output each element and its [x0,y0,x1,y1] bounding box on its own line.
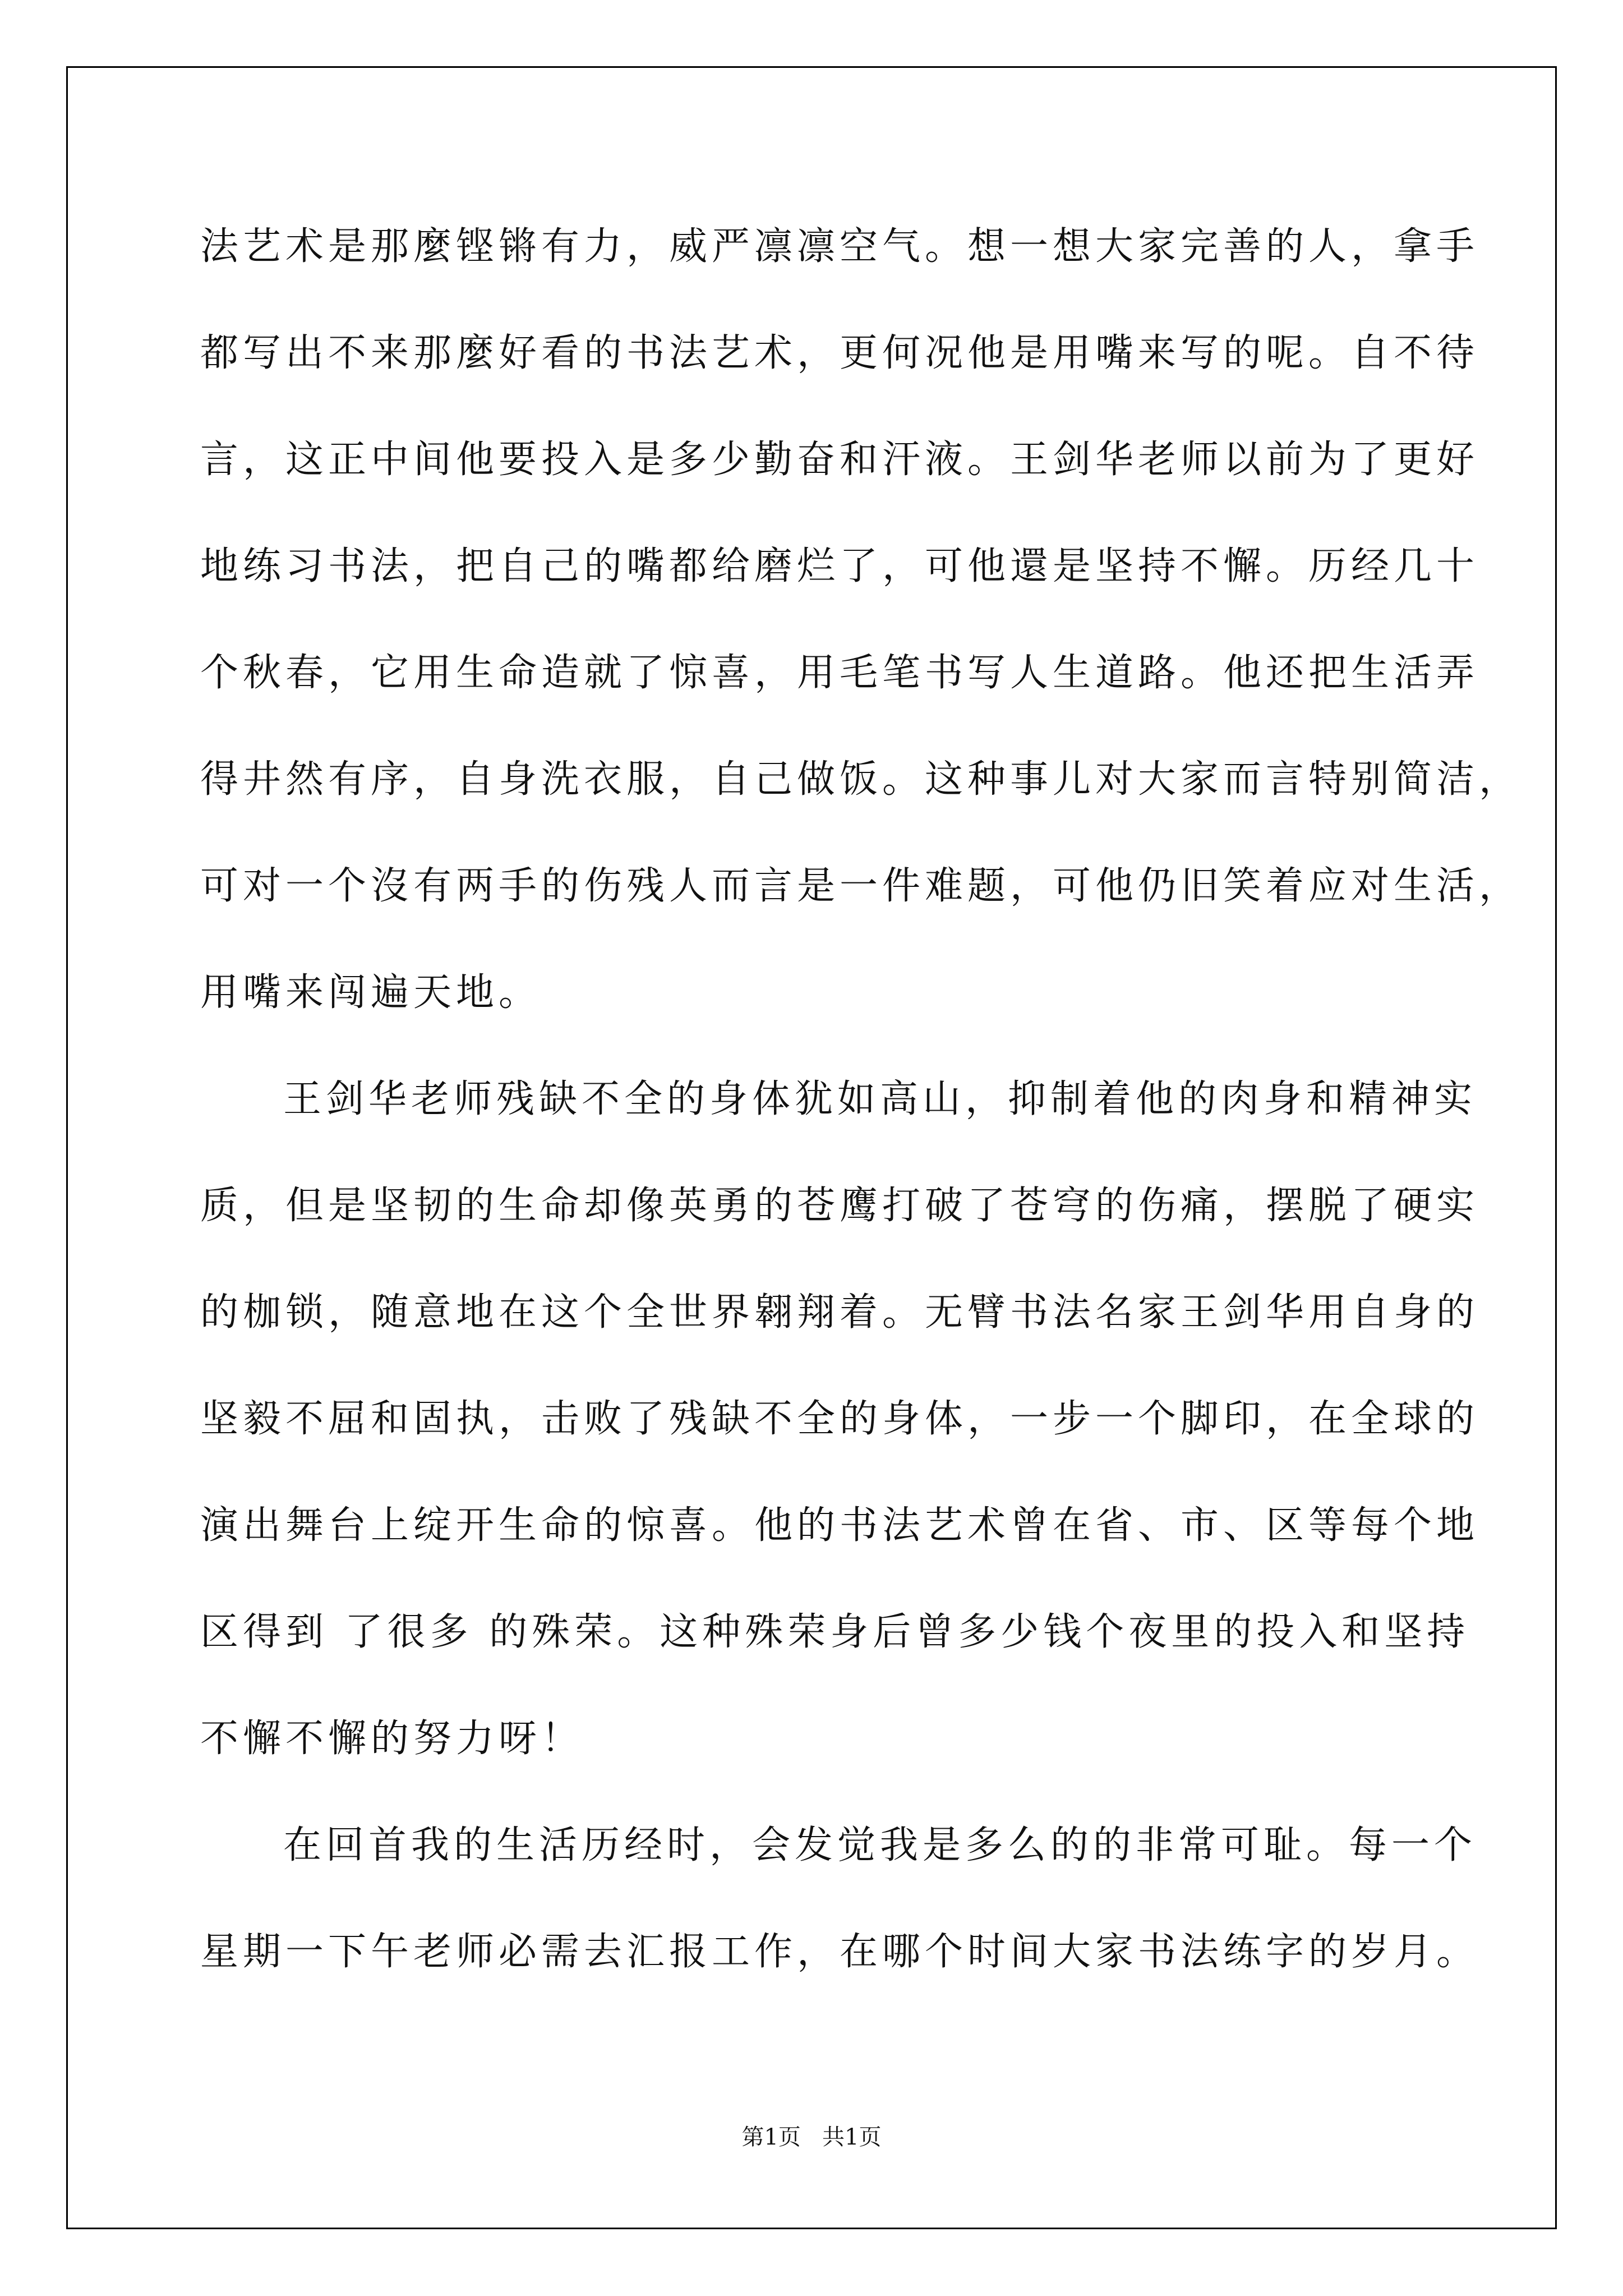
text-line: 言，这正中间他要投入是多少勤奋和汗液。王剑华老师以前为了更好 [200,438,1479,482]
text-line: 区得到 了很多 的殊荣。这种殊荣身后曾多少钱个夜里的投入和坚持 [200,1610,1470,1654]
paragraph-first-line: 在回首我的生活历经时，会发觉我是多么的的非常可耻。每一个 [283,1823,1477,1867]
text-line: 演出舞台上绽开生命的惊喜。他的书法艺术曾在省、市、区等每个地 [200,1503,1479,1548]
text-line: 质，但是坚韧的生命却像英勇的苍鹰打破了苍穹的伤痛，摆脱了硬实 [200,1184,1479,1228]
text-line: 都写出不来那麼好看的书法艺术，更何况他是用嘴来写的呢。自不待 [200,331,1479,375]
text-line: 不懈不懈的努力呀！ [200,1717,584,1761]
text-line: 可对一个沒有两手的伤残人而言是一件难题，可他仍旧笑着应对生活， [200,864,1522,908]
text-line: 法艺术是那麼铿锵有力，威严凛凛空气。想一想大家完善的人，拿手 [200,224,1479,269]
text-line: 坚毅不屈和固执，击败了残缺不全的身体，一步一个脚印，在全球的 [200,1397,1479,1441]
text-line: 的枷锁，随意地在这个全世界翱翔着。无臂书法名家王剑华用自身的 [200,1290,1479,1335]
text-line: 得井然有序，自身洗衣服，自己做饭。这种事儿对大家而言特别简洁， [200,757,1522,802]
text-line: 个秋春，它用生命造就了惊喜，用毛笔书写人生道路。他还把生活弄 [200,651,1479,695]
text-line: 星期一下午老师必需去汇报工作，在哪个时间大家书法练字的岁月。 [200,1930,1479,1974]
page-border [66,66,1557,2229]
text-line: 用嘴来闯遍天地。 [200,970,542,1015]
paragraph-first-line: 王剑华老师残缺不全的身体犹如高山，抑制着他的肉身和精神实 [283,1077,1477,1121]
text-line: 地练习书法，把自己的嘴都给磨烂了，可他還是坚持不懈。历经几十 [200,544,1479,588]
page-footer: 第1页 共1页 [741,2124,882,2150]
